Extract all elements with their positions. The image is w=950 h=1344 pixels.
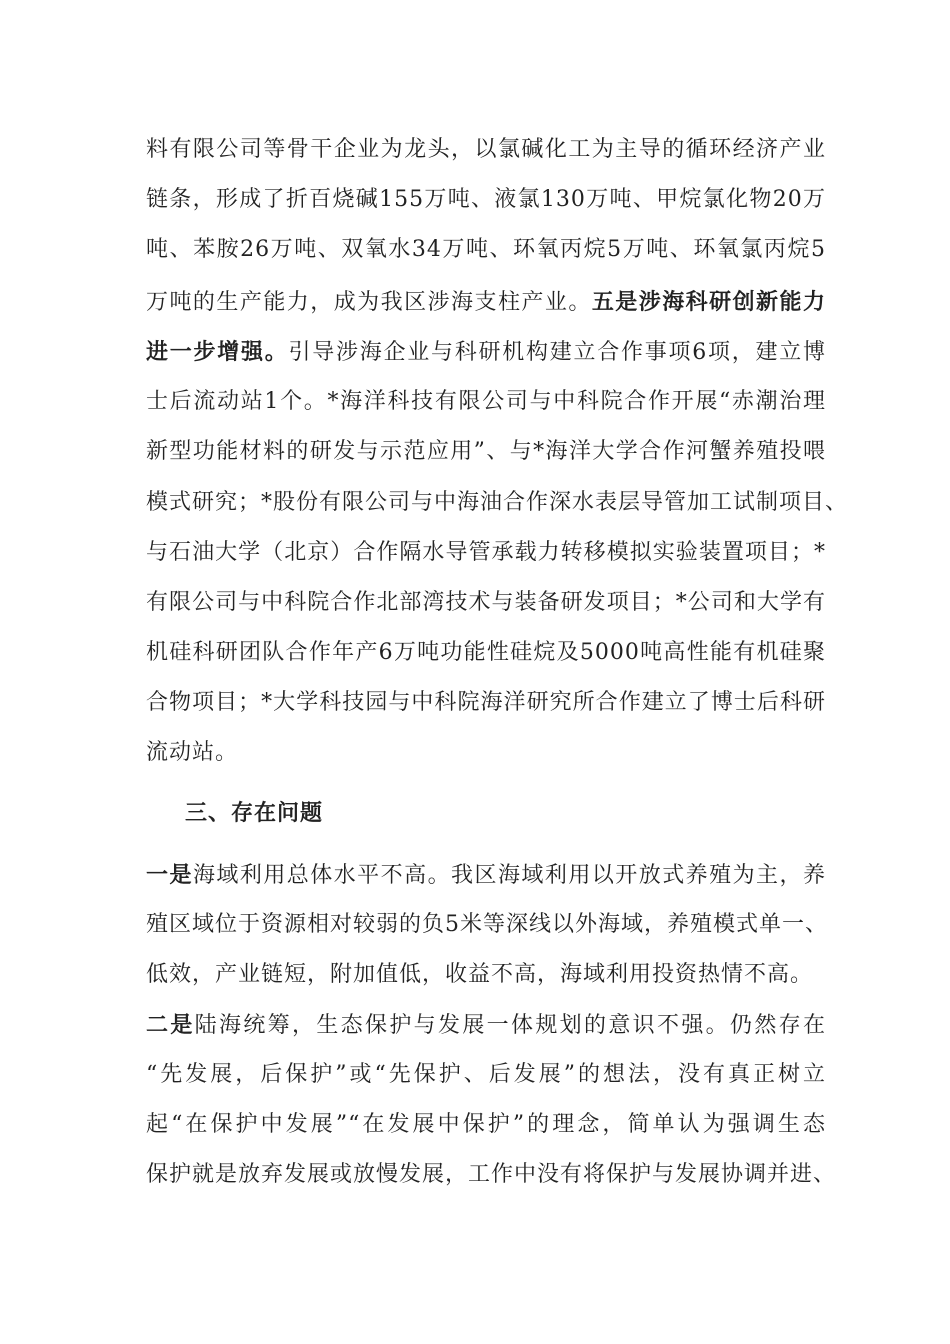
text-line: 一是海域利用总体水平不高。我区海域利用以开放式养殖为主，养 bbox=[146, 862, 826, 888]
text-line: “先发展，后保护”或“先保护、后发展”的想法，没有真正树立 bbox=[146, 1062, 826, 1087]
section-heading: 三、存在问题 bbox=[185, 800, 324, 826]
text-line: 流动站。 bbox=[146, 740, 239, 765]
text-line: 有限公司与中科院合作北部湾技术与装备研发项目；*公司和大学有 bbox=[146, 590, 826, 615]
text-line: 新型功能材料的研发与示范应用”、与*海洋大学合作河蟹养殖投喂 bbox=[146, 439, 826, 464]
text-line: 进一步增强。引导涉海企业与科研机构建立合作事项6项，建立博 bbox=[146, 339, 826, 365]
text-line: 与石油大学（北京）合作隔水导管承载力转移模拟实验装置项目；* bbox=[146, 540, 826, 565]
bold-phrase: 五是涉海科研创新能力 bbox=[591, 289, 826, 315]
text-line: 起“在保护中发展”“在发展中保护”的理念，简单认为强调生态 bbox=[146, 1112, 826, 1137]
text-line: 低效，产业链短，附加值低，收益不高，海域利用投资热情不高。 bbox=[146, 962, 814, 987]
text-line: 殖区域位于资源相对较弱的负5米等深线以外海域，养殖模式单一、 bbox=[146, 912, 828, 937]
text-line: 料有限公司等骨干企业为龙头，以氯碱化工为主导的循环经济产业 bbox=[146, 137, 826, 162]
text-line: 士后流动站1个。*海洋科技有限公司与中科院合作开展“赤潮治理 bbox=[146, 389, 826, 414]
text-line: 万吨的生产能力，成为我区涉海支柱产业。五是涉海科研创新能力 bbox=[146, 289, 826, 315]
bold-phrase: 进一步增强。 bbox=[146, 339, 289, 365]
text-line: 机硅科研团队合作年产6万吨功能性硅烷及5000吨高性能有机硅聚 bbox=[146, 640, 826, 665]
text-line: 链条，形成了折百烧碱155万吨、液氯130万吨、甲烷氯化物20万 bbox=[146, 187, 826, 212]
text-line: 合物项目；*大学科技园与中科院海洋研究所合作建立了博士后科研 bbox=[146, 690, 826, 715]
text-line: 模式研究；*股份有限公司与中海油合作深水表层导管加工试制项目、 bbox=[146, 490, 849, 515]
text-line: 保护就是放弃发展或放慢发展，工作中没有将保护与发展协调并进、 bbox=[146, 1162, 837, 1187]
text-line: 吨、苯胺26万吨、双氧水34万吨、环氧丙烷5万吨、环氧氯丙烷5 bbox=[146, 237, 826, 262]
bold-lead: 二是 bbox=[146, 1012, 195, 1038]
text-line: 二是陆海统筹，生态保护与发展一体规划的意识不强。仍然存在 bbox=[146, 1012, 826, 1038]
bold-lead: 一是 bbox=[146, 862, 193, 888]
